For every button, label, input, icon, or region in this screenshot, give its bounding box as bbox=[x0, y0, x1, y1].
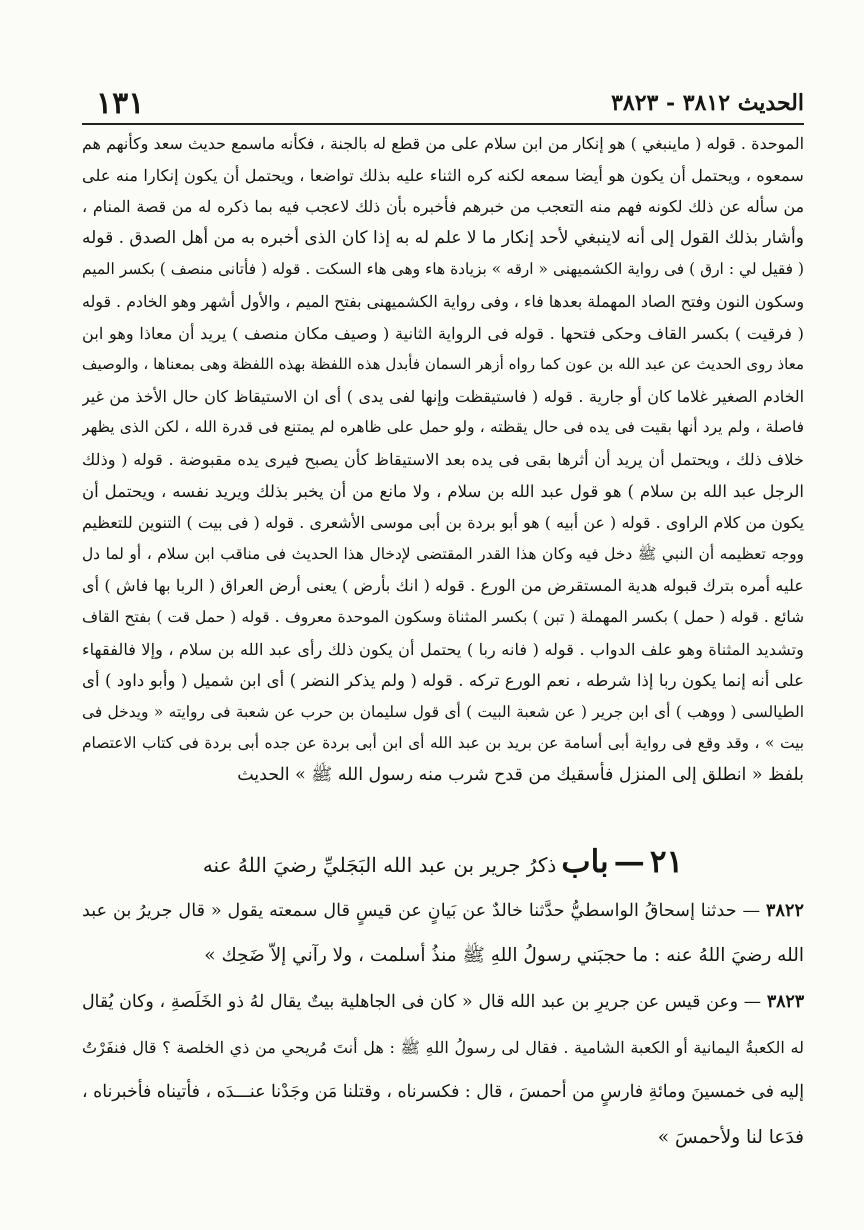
hadith-3823 bbox=[82, 980, 804, 1160]
commentary-line: وسكون النون وفتح الصاد المهملة بعدها فاء ، وفى رواية الكشميهنى بفتح الميم ، والأول أشهر وهو الخادم . قوله bbox=[82, 291, 804, 311]
commentary-line: وأشار بذلك القول إلى أنه لاينبغي لأحد إنكار ما لا علم له به إذا كان الذى أخبره به من أهل الصدق . قوله bbox=[82, 227, 804, 248]
commentary-line: على أنه إنما يكون ربا إذا شرطه ، نعم الورع تركه . قوله ( ولم يذكر النضر ) أى ابن شميل ( وأبو داود ) أى bbox=[82, 671, 804, 691]
commentary-line: معاذ روى الحديث عن عبد الله بن عون كما رواه أزهر السمان فأبدل هذه اللفظة بهذه اللفظة وهى بمعناها ، والوصيف bbox=[82, 355, 804, 374]
chapter-number: ٢١ bbox=[649, 844, 684, 880]
commentary-line: عليه أمره بترك قبوله هدية المستقرض من الورع . قوله ( انك بأرض ) يعنى أرض العراق ( الربا بها فاش ) أى bbox=[82, 576, 804, 596]
commentary-line: خلاف ذلك ، ويحتمل أن يريد أن أثرها بقى فى يده بعد الاستيقاظ كأن يصبح فيرى يده مقبوضة . قوله ( وذلك bbox=[82, 449, 804, 469]
commentary-line: الخادم الصغير غلاما كان أو جارية . قوله ( فاستيقظت وإنها لفى يدى ) أى ان الاستيقاظ كان حال الأخذ من غير bbox=[82, 386, 804, 406]
hadith-line: الله رضيَ اللهُ عنه : ما حجبَني رسولُ اللهِ ﷺ منذُ أسلمت ، ولا رآني إلاّ ضَحِك » bbox=[204, 945, 804, 966]
hadith-text: — حدثنا إسحاقُ الواسطيُّ حدَّثنا خالدٌ عن بَيانٍ عن قيسٍ قال سمعته يقول « قال جريرُ بن عبد bbox=[82, 901, 761, 921]
hadith-text: — وعن قيس عن جريرِ بن عبد الله قال « كان فى الجاهلية بيتٌ يقال لهُ ذو الخَلَصةِ ، وكان يُقال bbox=[82, 992, 762, 1012]
commentary-line: الموحدة . قوله ( ماينبغي ) هو إنكار من ابن سلام على من قطع له بالجنة ، فكأنه ماسمع حديث سعد وكأنهم هم bbox=[82, 134, 804, 153]
commentary-text bbox=[82, 128, 804, 791]
commentary-line: بلفظ « انطلق إلى المنزل فأسقيك من قدح شرب منه رسول الله ﷺ » الحديث bbox=[237, 764, 804, 785]
running-title: الحديث ٣٨١٢ - ٣٨٢٣ bbox=[611, 90, 804, 116]
chapter-heading bbox=[82, 844, 804, 884]
hadith-line: له الكعبةُ اليمانية أو الكعبة الشامية . فقال لى رسولُ اللهِ ﷺ : هل أنتَ مُريحي من ذي الخلصة ؟ قال فنفَرْتُ bbox=[82, 1038, 804, 1057]
chapter-title: ذكرُ جرير بن عبد الله البَجَليِّ رضيَ اللهُ عنه bbox=[202, 853, 557, 877]
hadith-line bbox=[82, 888, 804, 933]
commentary-line: الطيالسى ( ووهب ) أى ابن جرير ( عن شعبة البيت ) أى قول سليمان بن حرب عن شعبة فى روايته « ويدخل فى bbox=[82, 702, 804, 721]
commentary-line: فاصلة ، ولم يرد أنها بقيت فى يده فى حال يقظته ، ولو حمل على ظاهره لم يمتنع فى قدرة الله ، لكن الذى يظهر bbox=[82, 418, 804, 437]
commentary-line: ووجه تعظيمه أن النبي ﷺ دخل فيه وكان هذا القدر المقتضى لإدخال هذا الحديث فى مناقب ابن سلام ، أو لما دل bbox=[82, 544, 804, 563]
hadith-line: فدَعا لنا ولأحمسَ » bbox=[657, 1127, 804, 1148]
commentary-line: وتشديد المثناة وهو علف الدواب . قوله ( فانه ربا ) يحتمل أن يكون ذلك رأى عبد الله بن سلام ، وإلا فالفقهاء bbox=[82, 639, 804, 659]
page-number: ١٣١ bbox=[96, 86, 145, 121]
hadith-line bbox=[82, 980, 804, 1025]
commentary-line: سمعوه ، ويحتمل أن يكون هو أيضا سمعه لكنه كره الثناء عليه بذلك تواضعا ، ويحتمل أن يكون إنكارا منه على bbox=[82, 165, 804, 185]
commentary-line: الرجل عبد الله بن سلام ) هو قول عبد الله بن سلام ، ولا مانع من أن يخبر بذلك ويريد نفسه ، ويحتمل أن bbox=[82, 481, 804, 501]
chapter-dash: — bbox=[613, 844, 645, 880]
hadith-number: ٣٨٢٢ bbox=[765, 900, 804, 921]
hadith-number: ٣٨٢٣ bbox=[766, 992, 804, 1012]
page-header bbox=[82, 86, 804, 122]
commentary-line: من سأله عن ذلك لكونه فهم منه التعجب من خبرهم فأخبره بأن ذلك لاعجب فيه بما ذكره له من قصة المنام ، bbox=[82, 197, 804, 217]
chapter-word: باب bbox=[561, 844, 609, 880]
commentary-line: ( فقيل لي : ارق ) فى رواية الكشميهنى « ارقه » بزيادة هاء وهى هاء السكت . قوله ( فأتانى منصف ) بكسر الميم bbox=[82, 260, 804, 279]
commentary-line: ( فرقيت ) بكسر القاف وحكى فتحها . قوله فى الرواية الثانية ( وصيف مكان منصف ) يريد أن معاذا وهو ابن bbox=[82, 323, 804, 343]
commentary-line: بيت » ، وقد وقع فى رواية أبى أسامة عن بريد بن عبد الله أى ابن أبى بردة عن جده أبى بردة فى كتاب الاعتصام bbox=[82, 734, 804, 753]
header-rule bbox=[82, 123, 804, 125]
commentary-line: يكون من كلام الراوى . قوله ( عن أبيه ) هو أبو بردة بن أبى موسى الأشعرى . قوله ( فى بيت ) التنوين للتعظيم bbox=[82, 513, 804, 533]
commentary-line: شائع . قوله ( حمل ) بكسر المهملة ( تبن ) بكسر المثناة وسكون الموحدة معروف . قوله ( حمل قت ) بفتح القاف bbox=[82, 607, 804, 626]
hadith-line: إليه فى خمسينَ ومائةِ فارسٍ من أحمسَ ، قال : فكسرناه ، وقتلنا مَن وجَدْنا عنـــدَه ، فأتيناه فأخبرناه ، bbox=[82, 1082, 804, 1102]
hadith-3822 bbox=[82, 888, 804, 978]
